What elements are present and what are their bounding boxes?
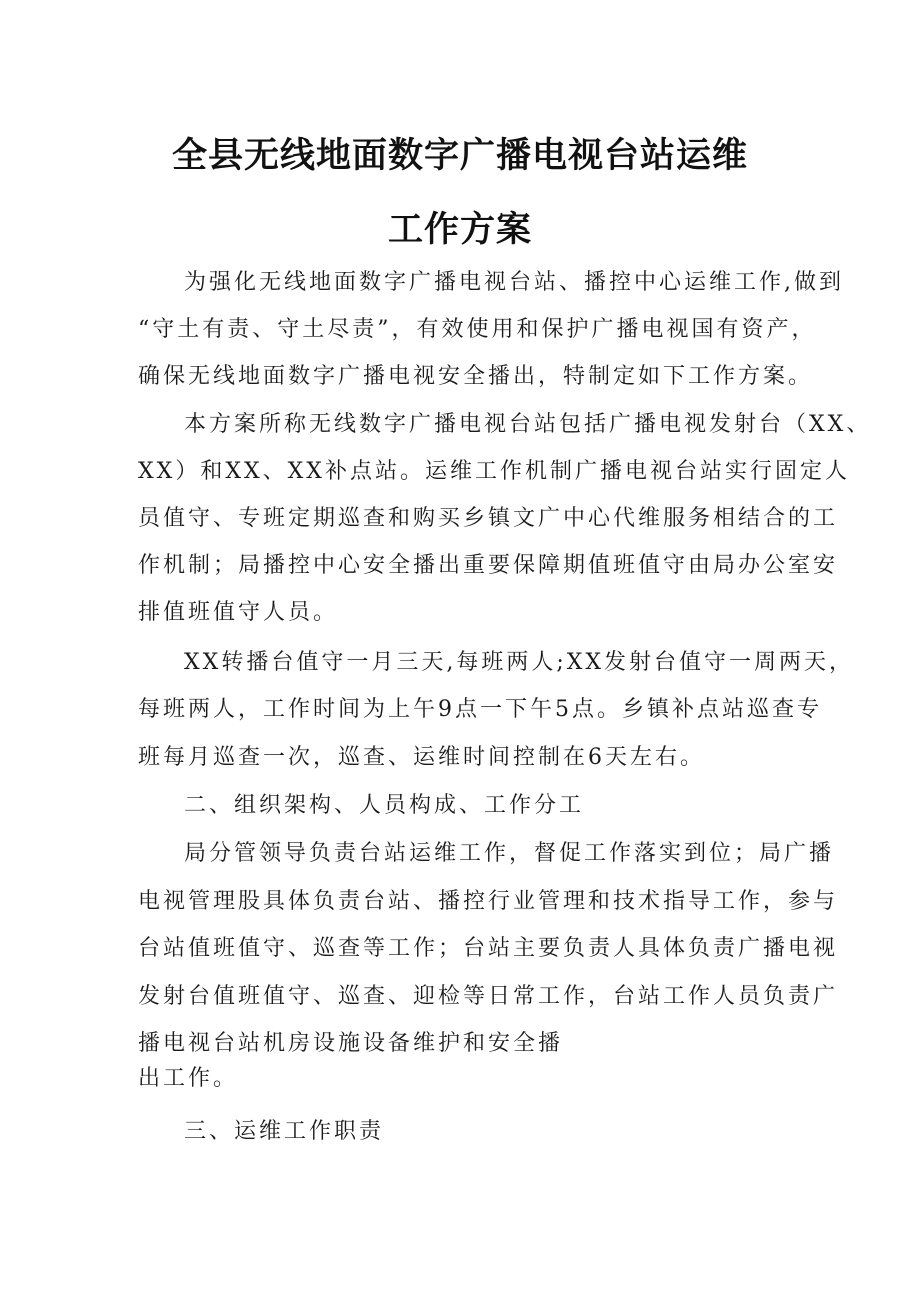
document-title-line-1: 全县无线地面数字广播电视台站运维 <box>171 136 748 176</box>
paragraph-line: 作机制；局播控中心安全播出重要保障期值班值守由局办公室安 <box>138 553 839 578</box>
paragraph-line: 排值班值守人员。 <box>138 600 339 625</box>
paragraph-line: XX）和XX、XX补点站。运维工作机制广播电视台站实行固定人 <box>138 459 850 484</box>
paragraph-line: 班每月巡查一次，巡查、运维时间控制在6天左右。 <box>138 745 705 770</box>
paragraph-line: XX转播台值守一月三天,每班两人;XX发射台值守一周两天， <box>184 650 855 675</box>
paragraph-line: 出工作。 <box>138 1066 239 1091</box>
paragraph-line: 台站值班值守、巡查等工作；台站主要负责人具体负责广播电视 <box>138 936 839 961</box>
section-heading: 二、组织架构、人员构成、工作分工 <box>184 793 585 818</box>
paragraph-line: 员值守、专班定期巡查和购买乡镇文广中心代维服务相结合的工 <box>138 506 839 531</box>
paragraph-line: “守土有责、守土尽责”，有效使用和保护广播电视国有资产， <box>138 317 817 342</box>
paragraph-line: 每班两人，工作时间为上午9点一下午5点。乡镇补点站巡查专 <box>138 697 822 722</box>
paragraph-line: 播电视台站机房设施设备维护和安全播 <box>138 1031 564 1056</box>
section-heading: 三、运维工作职责 <box>184 1119 385 1144</box>
paragraph-line: 电视管理股具体负责台站、播控行业管理和技术指导工作，参与 <box>138 889 839 914</box>
paragraph-line: 本方案所称无线数字广播电视台站包括广播电视发射台（XX、 <box>184 412 872 437</box>
document-title-line-2: 工作方案 <box>387 210 532 250</box>
paragraph-line: 为强化无线地面数字广播电视台站、播控中心运维工作,做到 <box>184 270 844 295</box>
paragraph-line: 确保无线地面数字广播电视安全播出，特制定如下工作方案。 <box>138 364 814 389</box>
paragraph-line: 发射台值班值守、巡查、迎检等日常工作，台站工作人员负责广 <box>138 984 839 1009</box>
paragraph-line: 局分管领导负责台站运维工作，督促工作落实到位；局广播 <box>184 841 835 866</box>
